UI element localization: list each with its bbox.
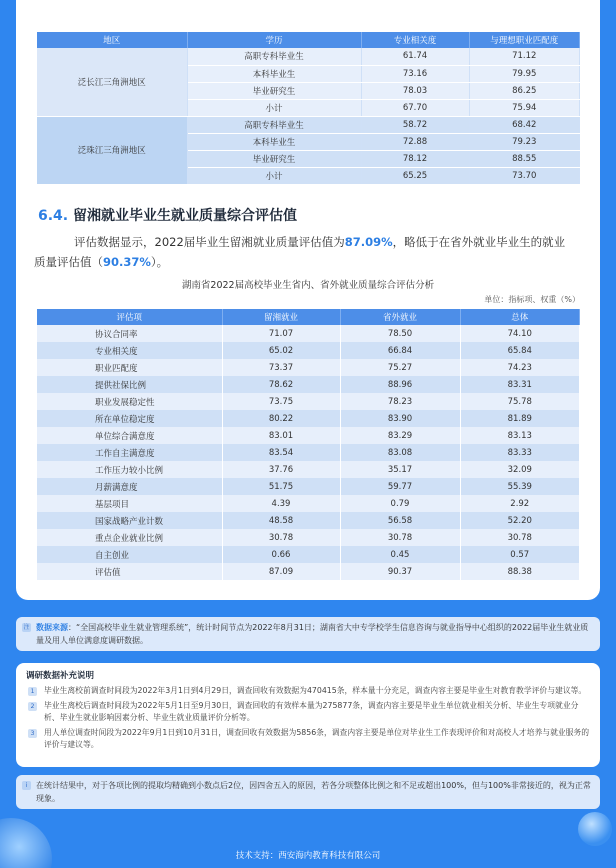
table-cell: 73.70 xyxy=(469,167,580,184)
table-cell: 88.96 xyxy=(340,376,460,393)
table-cell: 78.50 xyxy=(340,325,460,342)
table-row xyxy=(37,342,580,359)
table-row xyxy=(37,529,580,546)
table-cell: 35.17 xyxy=(340,461,460,478)
table-cell: 71.12 xyxy=(469,48,580,65)
row-label: 单位综合满意度 xyxy=(37,427,222,444)
table-header-row xyxy=(37,309,580,325)
section-number: 6.4. xyxy=(38,208,69,224)
rounding-note xyxy=(16,775,600,809)
table-row xyxy=(37,325,580,342)
decorative-bubble-right xyxy=(578,812,612,846)
table-row xyxy=(37,427,580,444)
table-cell: 79.23 xyxy=(469,133,580,150)
row-label: 职业发展稳定性 xyxy=(37,393,222,410)
table-row xyxy=(37,393,580,410)
table-cell: 4.39 xyxy=(222,495,340,512)
table-row xyxy=(37,495,580,512)
row-label: 工作压力较小比例 xyxy=(37,461,222,478)
row-label: 工作自主满意度 xyxy=(37,444,222,461)
list-item xyxy=(26,727,590,752)
paragraph-text: ，略低于在省外就业毕业生的就业 xyxy=(392,235,566,249)
table-cell: 83.54 xyxy=(222,444,340,461)
table-row xyxy=(37,546,580,563)
table-cell: 高职专科毕业生 xyxy=(187,116,361,133)
table-row xyxy=(37,116,580,133)
table-cell: 0.66 xyxy=(222,546,340,563)
row-label: 自主创业 xyxy=(37,546,222,563)
table-cell: 81.89 xyxy=(460,410,580,427)
table-cell: 59.77 xyxy=(340,478,460,495)
paragraph-line xyxy=(34,252,594,272)
item-number: 3 xyxy=(28,729,37,738)
footer-credit: 技术支持：西安海内教育科技有限公司 xyxy=(235,851,381,861)
table-cell: 83.31 xyxy=(460,376,580,393)
paragraph-text: 质量评估值（ xyxy=(34,255,103,269)
table-cell: 78.03 xyxy=(361,82,469,99)
table-cell: 30.78 xyxy=(222,529,340,546)
table-cell: 52.20 xyxy=(460,512,580,529)
table-cell: 73.75 xyxy=(222,393,340,410)
table-cell: 65.02 xyxy=(222,342,340,359)
table-cell: 68.42 xyxy=(469,116,580,133)
row-label: 职业匹配度 xyxy=(37,359,222,376)
item-text: 毕业生离校前调查时间段为2022年3月1日到4月29日，调查回收有效数据为470415条，样本量十分充足，调查内容主要是毕业生对教育教学评价与建议等。 xyxy=(44,686,587,695)
column-header: 与理想职业匹配度 xyxy=(469,32,580,48)
note-text: ：“全国高校毕业生就业管理系统”，统计时间节点为2022年8月31日；湖南省大中专学校学生信息咨询与就业指导中心组织的2022届毕业生就业质量及用人单位满意度调研数据。 xyxy=(36,623,589,645)
table-cell: 86.25 xyxy=(469,82,580,99)
table-cell: 88.55 xyxy=(469,150,580,167)
row-label: 重点企业就业比例 xyxy=(37,529,222,546)
notes-title: 调研数据补充说明 xyxy=(26,671,95,681)
note-tag: 注 xyxy=(23,624,30,631)
table-row xyxy=(37,461,580,478)
table-cell: 0.45 xyxy=(340,546,460,563)
table-cell: 87.09 xyxy=(222,563,340,580)
table-cell: 83.29 xyxy=(340,427,460,444)
table-cell: 55.39 xyxy=(460,478,580,495)
column-header: 评估项 xyxy=(37,309,222,325)
table-cell: 75.27 xyxy=(340,359,460,376)
table-cell: 73.37 xyxy=(222,359,340,376)
table-cell: 30.78 xyxy=(460,529,580,546)
table-cell: 51.75 xyxy=(222,478,340,495)
table-header-row xyxy=(37,32,580,48)
table-row xyxy=(37,376,580,393)
supplementary-notes xyxy=(16,663,600,767)
table-cell: 88.38 xyxy=(460,563,580,580)
highlight-value: 87.09% xyxy=(344,235,393,249)
column-header: 地区 xyxy=(37,32,187,48)
table-cell: 74.10 xyxy=(460,325,580,342)
table-cell: 90.37 xyxy=(340,563,460,580)
table-cell: 32.09 xyxy=(460,461,580,478)
table-cell: 67.70 xyxy=(361,99,469,116)
table-cell: 小计 xyxy=(187,167,361,184)
table-row xyxy=(37,563,580,580)
table-cell: 48.58 xyxy=(222,512,340,529)
data-source-note xyxy=(16,617,600,651)
table-cell: 73.16 xyxy=(361,65,469,82)
section-paragraph xyxy=(34,232,594,272)
column-header: 省外就业 xyxy=(340,309,460,325)
list-item xyxy=(26,685,590,698)
table-row xyxy=(37,444,580,461)
table-title: 湖南省2022届高校毕业生省内、省外就业质量综合评估分析 xyxy=(181,280,435,291)
table-cell: 高职专科毕业生 xyxy=(187,48,361,65)
main-card xyxy=(16,0,600,600)
info-icon: i xyxy=(22,781,31,790)
row-label: 月薪满意度 xyxy=(37,478,222,495)
table-cell: 0.57 xyxy=(460,546,580,563)
table-row xyxy=(37,48,580,65)
item-number: 1 xyxy=(28,687,37,696)
table-cell: 65.84 xyxy=(460,342,580,359)
section-title: 留湘就业毕业生就业质量综合评估值 xyxy=(73,208,297,224)
table-cell: 78.12 xyxy=(361,150,469,167)
table-cell: 30.78 xyxy=(340,529,460,546)
table-cell: 75.94 xyxy=(469,99,580,116)
table-cell: 58.72 xyxy=(361,116,469,133)
table-cell: 83.13 xyxy=(460,427,580,444)
row-label: 所在单位稳定度 xyxy=(37,410,222,427)
list-item xyxy=(26,700,590,725)
paragraph-text: 评估数据显示，2022届毕业生留湘就业质量评估值为 xyxy=(74,235,345,249)
item-text: 用人单位调查时间段为2022年9月1日到10月31日，调查回收有效数据为5856条，调查内容主要是单位对毕业生工作表现评价和对高校人才培养与就业服务的评价与建议等。 xyxy=(44,727,590,749)
table-cell: 79.95 xyxy=(469,65,580,82)
table-cell: 66.84 xyxy=(340,342,460,359)
table-cell: 0.79 xyxy=(340,495,460,512)
table-cell: 小计 xyxy=(187,99,361,116)
table-row xyxy=(37,410,580,427)
item-number: 2 xyxy=(28,702,37,711)
item-text: 毕业生离校后调查时间段为2022年5月1日至9月30日，调查回收的有效样本量为275877条，调查内容主要是毕业生单位就业相关分析、毕业生专项就业分析、毕业生就业影响因素分析、毕业生就业质量评价分析等。 xyxy=(44,700,579,722)
row-label: 协议合同率 xyxy=(37,325,222,342)
table-row xyxy=(37,512,580,529)
table-cell: 65.25 xyxy=(361,167,469,184)
table-cell: 56.58 xyxy=(340,512,460,529)
table-cell: 61.74 xyxy=(361,48,469,65)
row-label: 国家战略产业计数 xyxy=(37,512,222,529)
table-cell: 71.07 xyxy=(222,325,340,342)
paragraph-text: ）。 xyxy=(150,255,169,269)
column-header: 专业相关度 xyxy=(361,32,469,48)
evaluation-table xyxy=(37,309,580,580)
section-heading xyxy=(38,205,297,225)
table-cell: 毕业研究生 xyxy=(187,82,361,99)
table-row xyxy=(37,478,580,495)
table-cell: 毕业研究生 xyxy=(187,150,361,167)
table-cell: 80.22 xyxy=(222,410,340,427)
table-cell: 78.62 xyxy=(222,376,340,393)
note-label: 数据来源 xyxy=(36,623,68,632)
table-cell: 78.23 xyxy=(340,393,460,410)
note-text: 在统计结果中，对于各项比例的提取均精确到小数点后2位，因四舍五入的原因，若各分项整体比例之和不足或超出100%，但与100%非常接近的，视为正常现象。 xyxy=(36,781,591,803)
table-cell: 37.76 xyxy=(222,461,340,478)
row-label: 专业相关度 xyxy=(37,342,222,359)
table-cell: 83.33 xyxy=(460,444,580,461)
table-cell: 本科毕业生 xyxy=(187,133,361,150)
column-header: 留湘就业 xyxy=(222,309,340,325)
row-label: 提供社保比例 xyxy=(37,376,222,393)
table-cell: 83.90 xyxy=(340,410,460,427)
table-cell: 75.78 xyxy=(460,393,580,410)
column-header: 学历 xyxy=(187,32,361,48)
region-cell: 泛长江三角洲地区 xyxy=(37,48,187,116)
table-cell: 2.92 xyxy=(460,495,580,512)
table-cell: 本科毕业生 xyxy=(187,65,361,82)
table-cell: 83.01 xyxy=(222,427,340,444)
region-cell: 泛珠江三角洲地区 xyxy=(37,116,187,184)
row-label: 评估值 xyxy=(37,563,222,580)
column-header: 总体 xyxy=(460,309,580,325)
table-unit: 单位：指标项、权重（%） xyxy=(484,295,580,304)
row-label: 基层项目 xyxy=(37,495,222,512)
region-comparison-table xyxy=(37,32,580,185)
table-cell: 72.88 xyxy=(361,133,469,150)
table-cell: 74.23 xyxy=(460,359,580,376)
table-cell: 83.08 xyxy=(340,444,460,461)
table-row xyxy=(37,359,580,376)
highlight-value: 90.37% xyxy=(103,255,151,269)
